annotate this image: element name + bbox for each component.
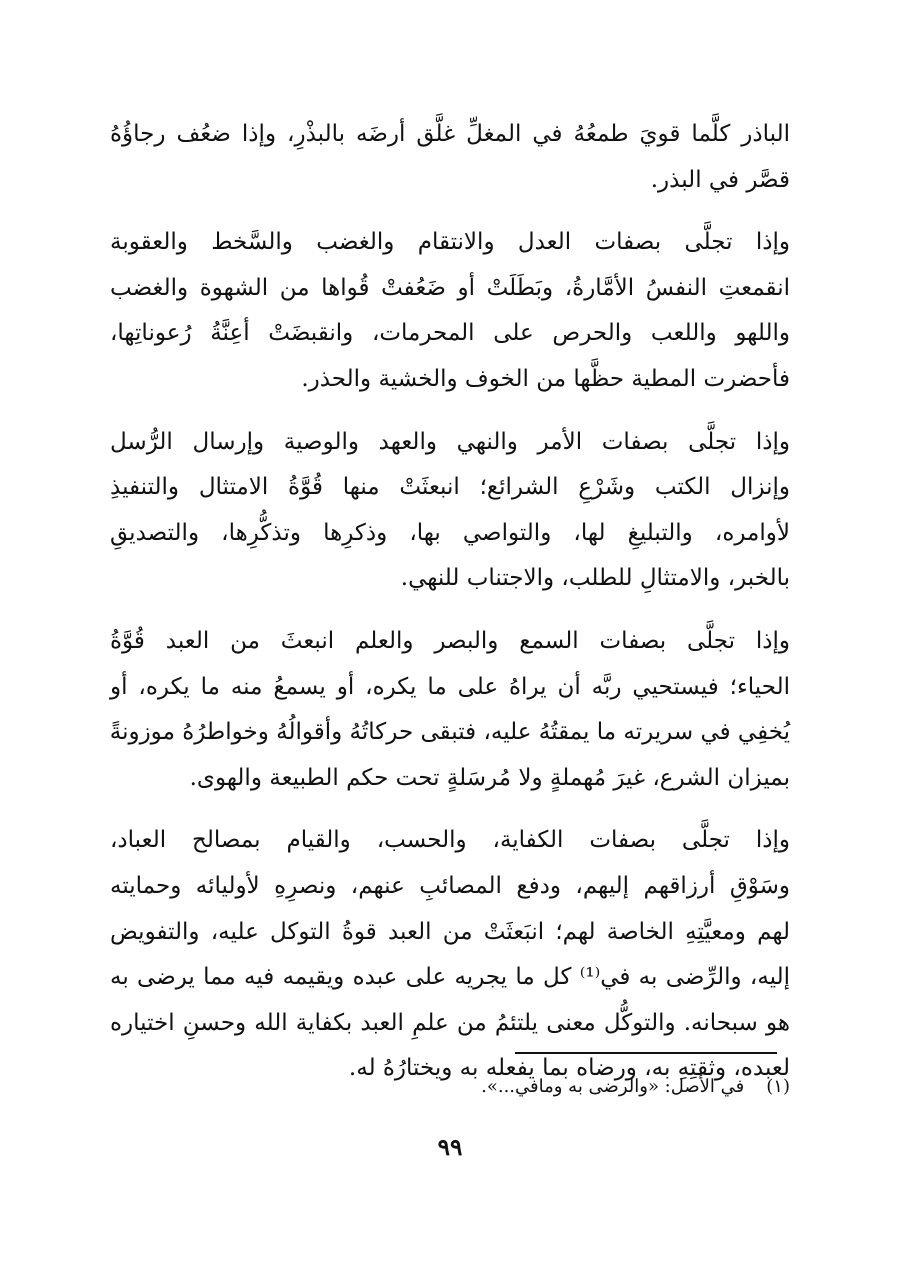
text-line: إليه، والرِّضى به في⁽¹⁾ كل ما يجريه على عبده ويقيمه فيه مما يرضى به [110,964,790,991]
paragraph [110,220,790,402]
text-line: بميزان الشرع، غيرَ مُهملةٍ ولا مُرسَلةٍ تحت حكم الطبيعة والهوى. [189,764,790,791]
text-line: لعبده، وثقتِهِ به، ورضاه بما يفعله به ويختارُهُ له. [348,1055,790,1082]
footnote-divider [515,1052,777,1054]
text-line: وإذا تجلَّى بصفات السمع والبصر والعلم انبعثَ من العبد قُوَّةُ [110,627,790,654]
body-text [110,112,790,1109]
text-line: الحياء؛ فيستحيي ربَّه أن يراهُ على ما يكره، أو يسمعُ منه ما يكره، أو [110,673,790,700]
text-line: هو سبحانه. والتوكُّل معنى يلتئمُ من علمِ العبد بكفاية الله وحسنِ اختياره [110,1009,790,1036]
text-line: بالخبر، والامتثالِ للطلب، والاجتناب للنهي. [400,565,790,592]
text-line: وإنزال الكتب وشَرْعِ الشرائع؛ انبعثَتْ منها قُوَّةُ الامتثال والتنفيذِ [110,474,790,501]
footnote [110,1071,790,1103]
text-line: الباذر كلَّما قويَ طمعُهُ في المغلِّ غلَّق أرضَه بالبذْرِ، وإذا ضعُف رجاؤُهُ [110,121,790,147]
text-line: قصَّر في البذر. [650,166,790,193]
text-line: وإذا تجلَّى بصفات العدل والانتقام والغضب والسَّخط والعقوبة [110,229,790,256]
page-number: ٩٩ [437,1134,463,1161]
text-line: لهم ومعيَّتِهِ الخاصة لهم؛ انبَعثَتْ من العبد قوةُ التوكل عليه، والتفويض [110,918,790,945]
text-line: انقمعتِ النفسُ الأمَّارةُ، وبَطَلَتْ أو ضَعُفتْ قُواها من الشهوة والغضب [110,274,790,301]
text-line: وسَوْقِ أرزاقهم إليهم، ودفع المصائبِ عنهم، ونصرِهِ لأوليائه وحمايته [110,872,790,899]
paragraph [110,818,790,1092]
paragraph [110,420,790,602]
paragraph [110,112,790,203]
text-line: واللهو واللعب والحرص على المحرمات، وانقبضَتْ أعِنَّةُ رُعوناتِها، [110,320,790,347]
text-line: لأوامره، والتبليغِ لها، والتواصي بها، وذكرِها وتذكُّرِها، والتصديقِ [110,519,790,546]
footnote-number: (١) [766,1076,790,1097]
text-line: وإذا تجلَّى بصفات الأمر والنهي والعهد والوصية وإرسال الرُّسل [110,428,790,455]
paragraph [110,619,790,801]
text-line: وإذا تجلَّى بصفات الكفاية، والحسب، والقيام بمصالح العباد، [110,827,790,854]
text-line: فأحضرت المطية حظَّها من الخوف والخشية والحذر. [301,365,790,392]
footnote-text: في الأصل: «والرضى به ومافي...». [481,1076,745,1097]
text-line: يُخفِي في سريرته ما يمقتُهُ عليه، فتبقى حركاتُهُ وأقوالُهُ وخواطرُهُ موزونةً [109,719,790,746]
